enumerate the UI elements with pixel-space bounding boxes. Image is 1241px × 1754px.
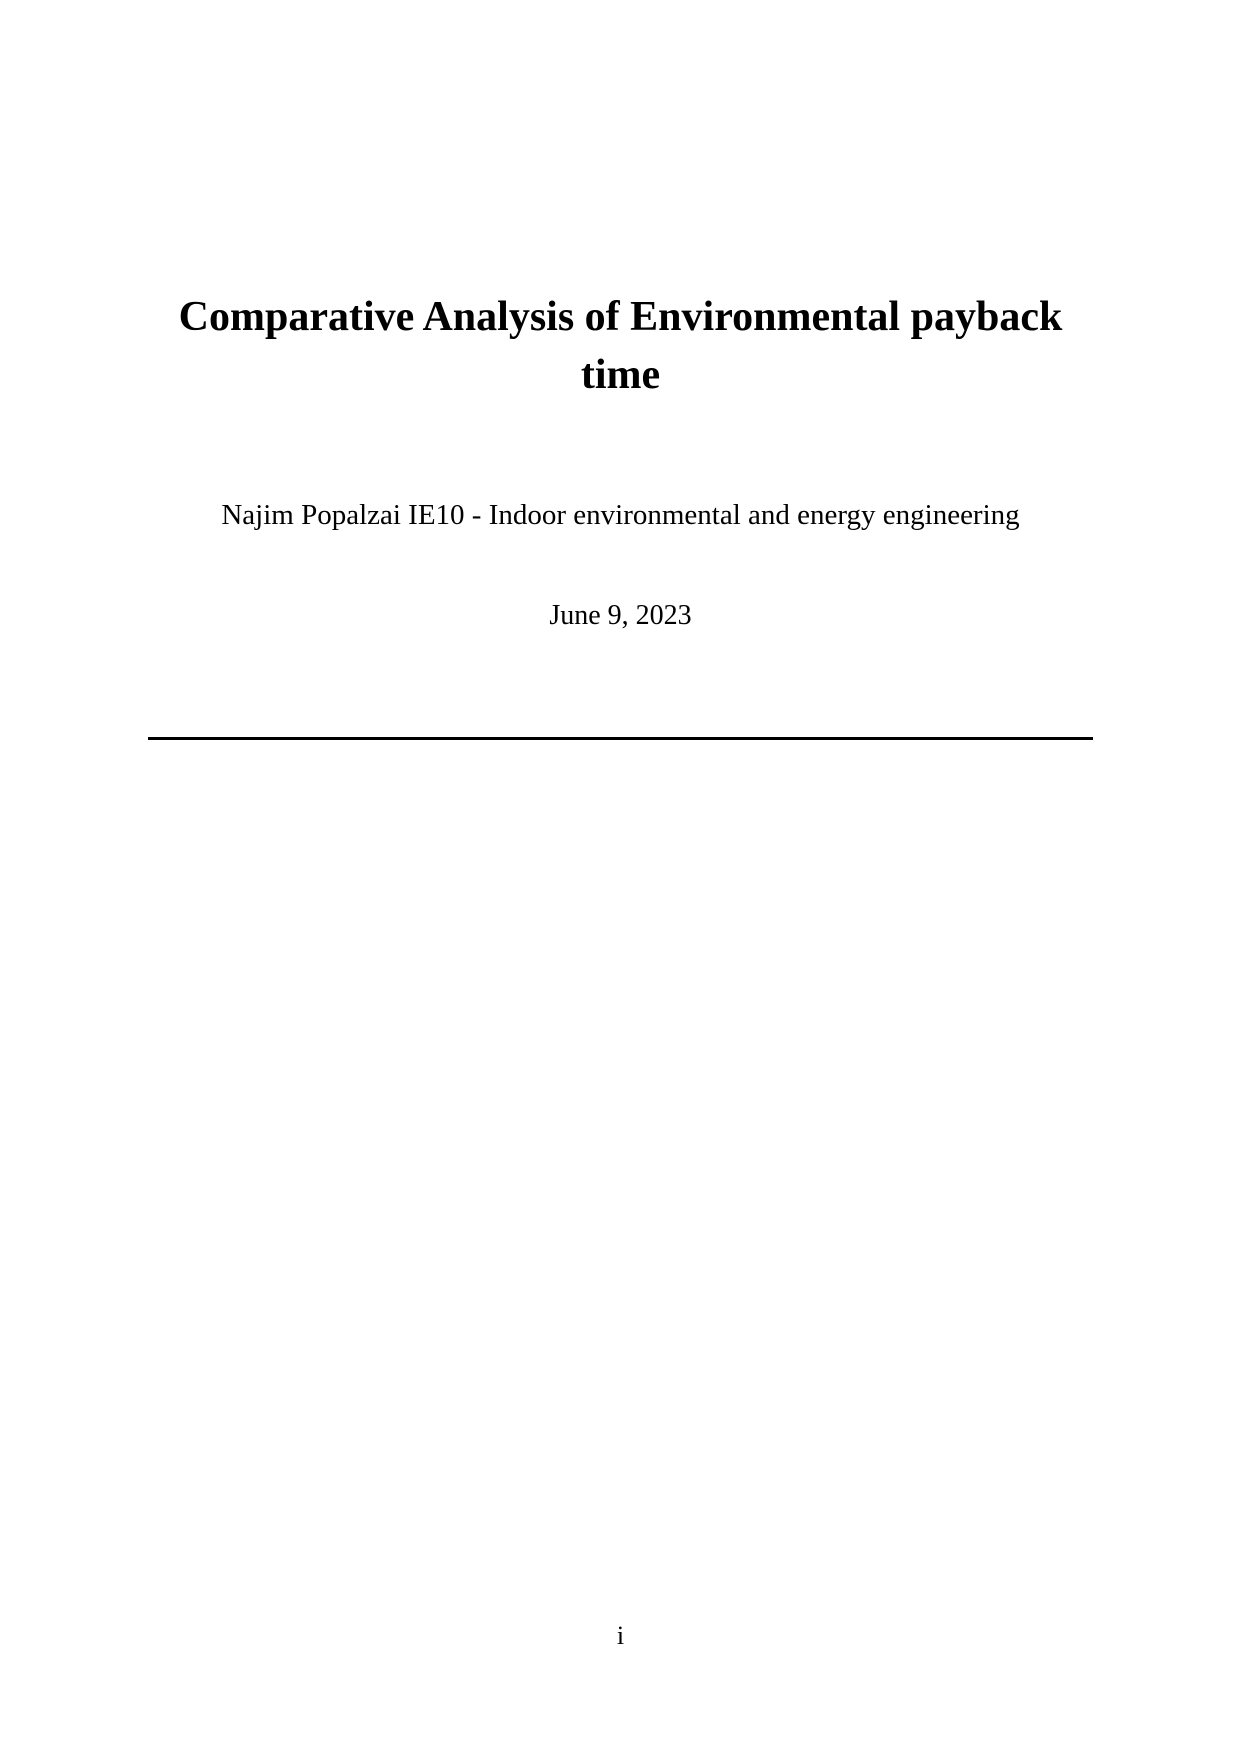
document-author: Najim Popalzai IE10 - Indoor environmental and energy engineering [221,499,1020,531]
document-title [0,288,1241,404]
document-title-line-1: Comparative Analysis of Environmental payback [178,294,1063,340]
document-title-line-2: time [580,352,661,398]
document-date: June 9, 2023 [549,600,692,631]
page-number: i [616,1621,625,1650]
title-separator-rule [148,737,1093,740]
